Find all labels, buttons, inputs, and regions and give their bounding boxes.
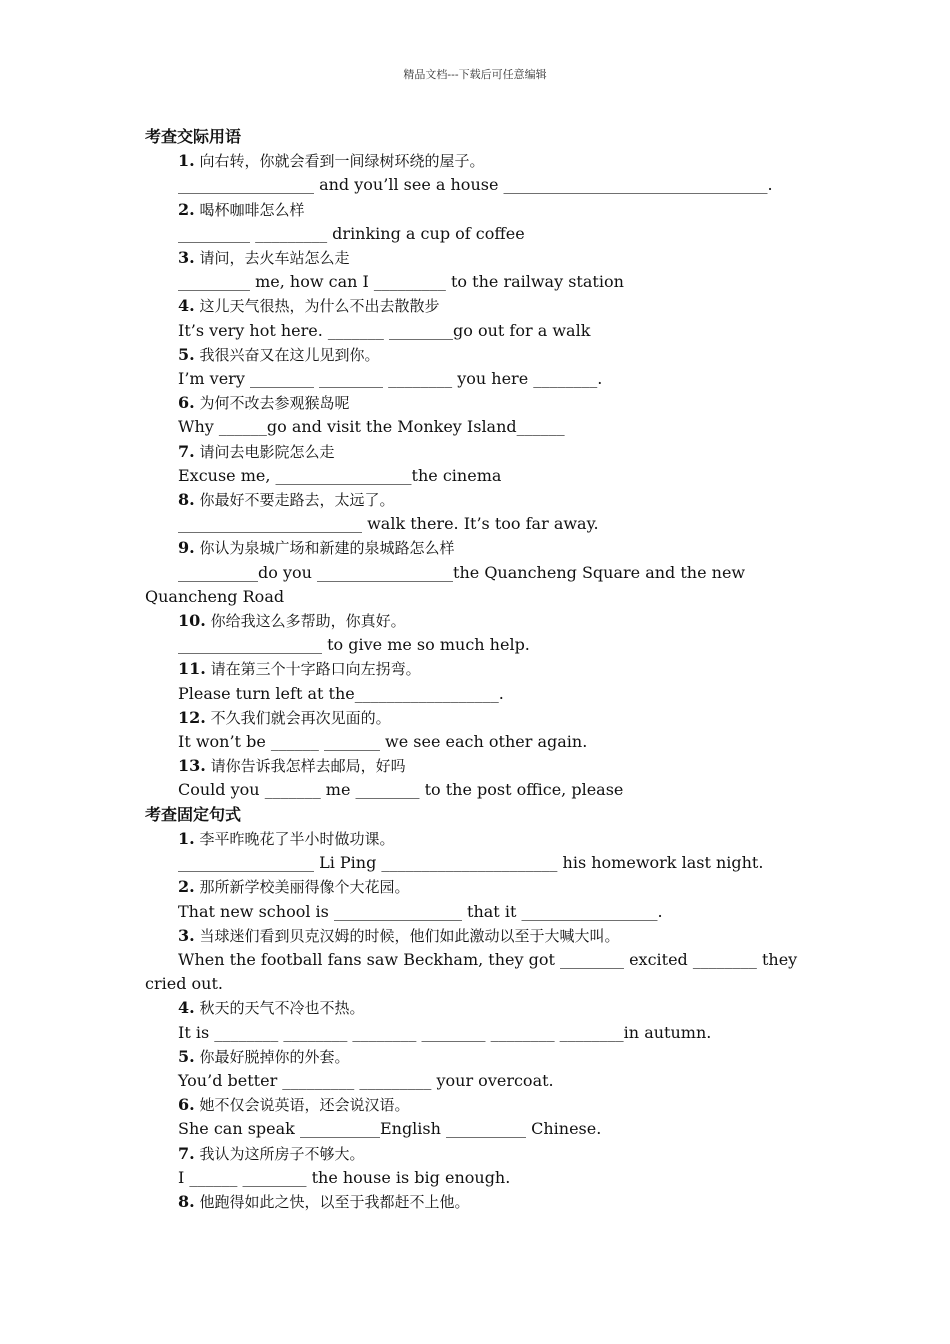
answer-line: Why ______go and visit the Monkey Island______ <box>178 417 565 437</box>
answer-line: _________________ and you’ll see a house _________________________________. <box>178 175 773 195</box>
question-number: 12. <box>178 707 206 727</box>
question-text: 那所新学校美丽得像个大花园。 <box>194 878 410 897</box>
answer-line: I ______ ________ the house is big enough. <box>178 1167 511 1187</box>
question-text: 秋天的天气不冷也不热。 <box>194 999 365 1018</box>
answer-line: _________ _________ drinking a cup of coffee <box>178 223 525 243</box>
answer-line: Please turn left at the__________________. <box>178 683 504 703</box>
answer-line: Excuse me, _________________the cinema <box>178 465 502 485</box>
answer-line: _________ me, how can I _________ to the railway station <box>178 272 624 292</box>
question-number: 9. <box>178 538 195 558</box>
question-prompt <box>145 1045 815 1069</box>
question-number: 3. <box>178 925 195 945</box>
question-prompt <box>145 246 815 270</box>
section-heading: 考查交际用语 <box>145 127 242 146</box>
question-prompt <box>145 149 815 173</box>
question-text: 你最好脱掉你的外套。 <box>194 1047 350 1066</box>
answer-line-continued: Quancheng Road <box>145 586 285 606</box>
question-prompt <box>145 1190 815 1214</box>
question-text: 向右转，你就会看到一间绿树环绕的屋子。 <box>194 152 485 171</box>
answer-line: You’d better _________ _________ your overcoat. <box>178 1070 554 1090</box>
question-number: 5. <box>178 1046 195 1066</box>
question-text: 你给我这么多帮助，你真好。 <box>205 612 406 631</box>
question-number: 10. <box>178 611 206 631</box>
question-prompt <box>145 996 815 1020</box>
question-prompt <box>145 294 815 318</box>
answer-line: It won’t be ______ _______ we see each other again. <box>178 732 588 752</box>
question-text: 喝杯咖啡怎么样 <box>194 200 305 219</box>
question-text: 李平昨晚花了半小时做功课。 <box>194 829 395 848</box>
answer-line: __________do you _________________the Quancheng Square and the new <box>178 562 746 582</box>
question-text: 当球迷们看到贝克汉姆的时候，他们如此激动以至于大喊大叫。 <box>194 926 620 945</box>
answer-line: _________________ Li Ping ______________________ his homework last night. <box>178 853 764 873</box>
section-heading: 考查固定句式 <box>145 804 242 824</box>
question-number: 1. <box>178 151 195 171</box>
answer-line: It’s very hot here. _______ ________go out for a walk <box>178 320 591 340</box>
question-text: 这儿天气很热，为什么不出去散散步 <box>194 297 440 316</box>
question-text: 请问去电影院怎么走 <box>194 442 335 461</box>
question-number: 1. <box>178 828 195 848</box>
question-text: 你最好不要走路去，太远了。 <box>194 491 395 510</box>
answer-line: She can speak __________English __________ Chinese. <box>178 1119 602 1139</box>
answer-line: I’m very ________ ________ ________ you here ________. <box>178 369 603 389</box>
question-number: 8. <box>178 490 195 510</box>
question-number: 11. <box>178 659 206 679</box>
question-number: 6. <box>178 393 195 413</box>
question-number: 2. <box>178 199 195 219</box>
question-number: 7. <box>178 441 195 461</box>
answer-line: That new school is ________________ that it _________________. <box>178 901 663 921</box>
question-prompt <box>145 1093 815 1117</box>
question-number: 2. <box>178 877 195 897</box>
question-number: 4. <box>178 998 195 1018</box>
page-header: 精品文档---下载后可任意编辑 <box>403 68 547 81</box>
question-prompt <box>145 827 815 851</box>
question-text: 为何不改去参观猴岛呢 <box>194 394 350 413</box>
question-prompt <box>145 657 815 681</box>
question-prompt <box>145 488 815 512</box>
question-number: 7. <box>178 1143 195 1163</box>
answer-line: It is ________ ________ ________ ________ ________ ________in autumn. <box>178 1022 712 1042</box>
question-text: 请你告诉我怎样去邮局，好吗 <box>205 757 406 776</box>
answer-line: _______________________ walk there. It’s too far away. <box>178 514 599 534</box>
question-text: 我认为这所房子不够大。 <box>194 1144 365 1163</box>
question-text: 请问，去火车站怎么走 <box>194 249 350 268</box>
question-prompt <box>145 706 815 730</box>
question-text: 你认为泉城广场和新建的泉城路怎么样 <box>194 539 455 558</box>
question-text: 她不仅会说英语，还会说汉语。 <box>194 1096 410 1115</box>
question-number: 6. <box>178 1095 195 1115</box>
question-text: 不久我们就会再次见面的。 <box>205 708 391 727</box>
question-number: 3. <box>178 248 195 268</box>
question-number: 8. <box>178 1191 195 1211</box>
question-prompt <box>145 924 815 948</box>
question-text: 他跑得如此之快，以至于我都赶不上他。 <box>194 1192 470 1211</box>
question-prompt <box>145 1142 815 1166</box>
worksheet-body <box>145 125 815 1214</box>
question-prompt <box>145 391 815 415</box>
question-number: 5. <box>178 344 195 364</box>
question-prompt <box>145 343 815 367</box>
answer-line: Could you _______ me ________ to the post office, please <box>178 780 624 800</box>
answer-line: __________________ to give me so much help. <box>178 635 530 655</box>
answer-line: When the football fans saw Beckham, they got ________ excited ________ they <box>178 949 798 969</box>
question-number: 13. <box>178 756 206 776</box>
question-number: 4. <box>178 296 195 316</box>
question-prompt <box>145 609 815 633</box>
question-text: 请在第三个十字路口向左拐弯。 <box>205 660 421 679</box>
question-prompt <box>145 440 815 464</box>
question-prompt <box>145 875 815 899</box>
question-prompt <box>145 536 815 560</box>
question-prompt <box>145 198 815 222</box>
question-text: 我很兴奋又在这儿见到你。 <box>194 345 380 364</box>
question-prompt <box>145 754 815 778</box>
answer-line-continued: cried out. <box>145 974 223 994</box>
